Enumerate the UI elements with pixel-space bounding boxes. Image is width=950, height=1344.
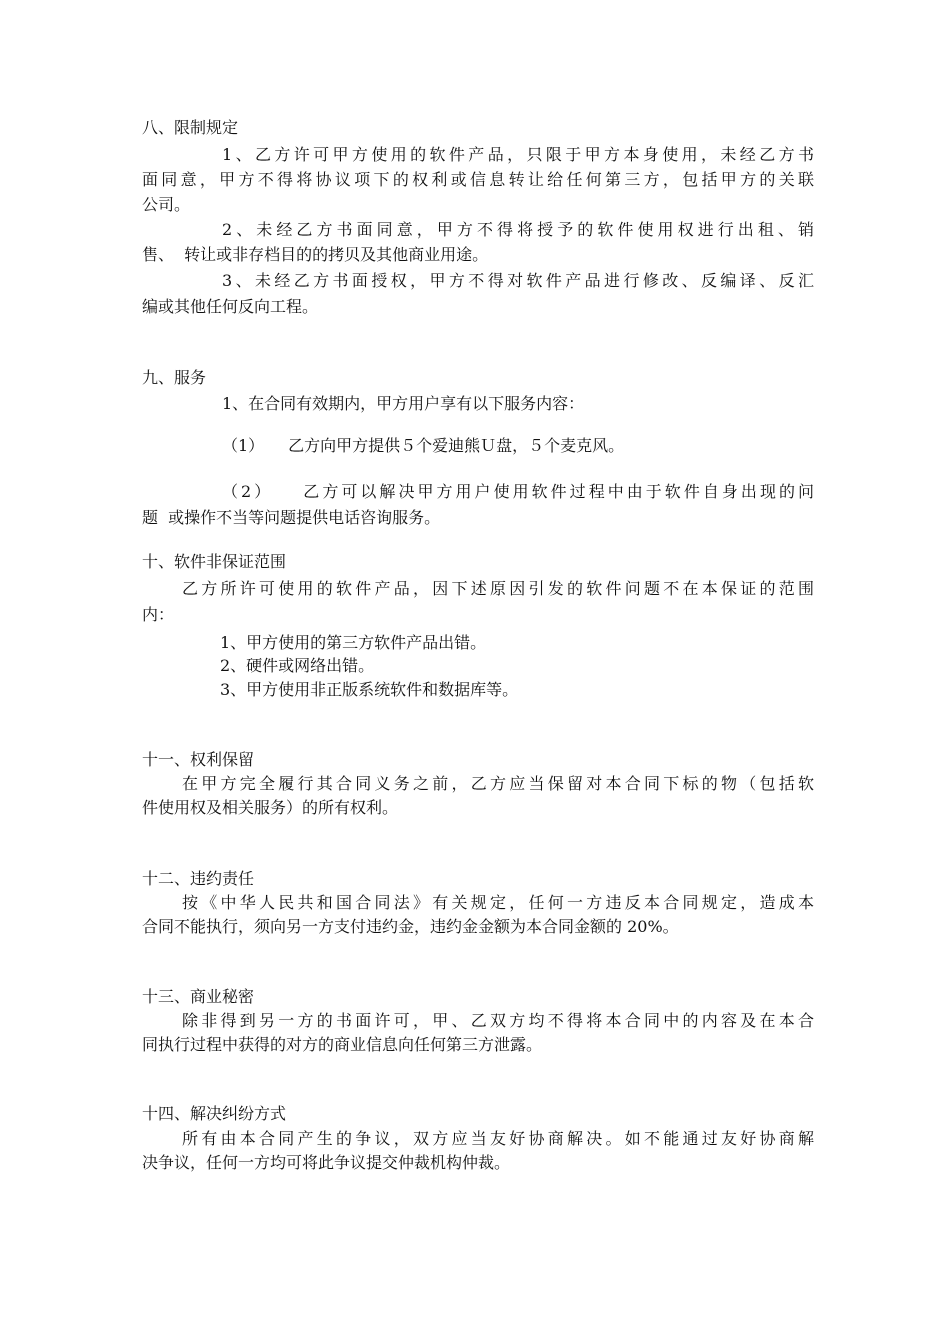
paragraph-line: 除非得到另一方的书面许可，甲、乙双方均不得将本合同中的内容及在本合 bbox=[182, 1011, 814, 1030]
paragraph-line: 同执行过程中获得的对方的商业信息向任何第三方泄露。 bbox=[142, 1035, 543, 1054]
paragraph-line: 在甲方完全履行其合同义务之前，乙方应当保留对本合同下标的物（包括软 bbox=[182, 774, 814, 793]
paragraph-line: 按《中华人民共和国合同法》有关规定，任何一方违反本合同规定，造成本 bbox=[182, 893, 814, 912]
paragraph-line: 3、未经乙方书面授权，甲方不得对软件产品进行修改、反编译、反汇 bbox=[222, 271, 814, 290]
list-item: 1、甲方使用的第三方软件产品出错。 bbox=[220, 633, 487, 652]
paragraph-line: 题 或操作不当等问题提供电话咨询服务。 bbox=[142, 508, 441, 527]
section-heading: 十四、解决纠纷方式 bbox=[142, 1104, 287, 1123]
paragraph-line: 1、在合同有效期内，甲方用户享有以下服务内容： bbox=[222, 394, 585, 413]
paragraph-line: 2、未经乙方书面同意，甲方不得将授予的软件使用权进行出租、销 bbox=[222, 220, 814, 239]
paragraph-line: 售、 转让或非存档目的的拷贝及其他商业用途。 bbox=[142, 245, 489, 264]
section-heading: 十三、商业秘密 bbox=[142, 987, 255, 1006]
paragraph-line: 面同意，甲方不得将协议项下的权利或信息转让给任何第三方，包括甲方的关联 bbox=[142, 170, 814, 189]
paragraph-line: 决争议，任何一方均可将此争议提交仲裁机构仲裁。 bbox=[142, 1153, 511, 1172]
paragraph-line: 1、乙方许可甲方使用的软件产品，只限于甲方本身使用，未经乙方书 bbox=[222, 145, 814, 164]
section-heading: 十、软件非保证范围 bbox=[142, 552, 287, 571]
paragraph-line: 公司。 bbox=[142, 195, 191, 214]
section-heading: 十一、权利保留 bbox=[142, 750, 255, 769]
paragraph-line: 所有由本合同产生的争议，双方应当友好协商解决。如不能通过友好协商解 bbox=[182, 1129, 814, 1148]
section-heading: 八、限制规定 bbox=[142, 118, 239, 137]
paragraph-line: 件使用权及相关服务）的所有权利。 bbox=[142, 798, 399, 817]
list-item: 2、硬件或网络出错。 bbox=[220, 656, 375, 675]
service-item: （2） 乙方可以解决甲方用户使用软件过程中由于软件自身出现的问 bbox=[222, 482, 814, 501]
paragraph-line: 编或其他任何反向工程。 bbox=[142, 297, 319, 316]
paragraph-line: 内： bbox=[142, 605, 175, 624]
paragraph-line: 合同不能执行，须向另一方支付违约金，违约金金额为本合同金额的 20%。 bbox=[142, 917, 679, 936]
paragraph-line: 乙方所许可使用的软件产品，因下述原因引发的软件问题不在本保证的范围 bbox=[182, 579, 814, 598]
section-heading: 九、服务 bbox=[142, 368, 207, 387]
list-item: 3、甲方使用非正版系统软件和数据库等。 bbox=[220, 680, 519, 699]
service-item: （1） 乙方向甲方提供５个爱迪熊Ｕ盘，５个麦克风。 bbox=[222, 436, 625, 455]
section-heading: 十二、违约责任 bbox=[142, 869, 255, 888]
